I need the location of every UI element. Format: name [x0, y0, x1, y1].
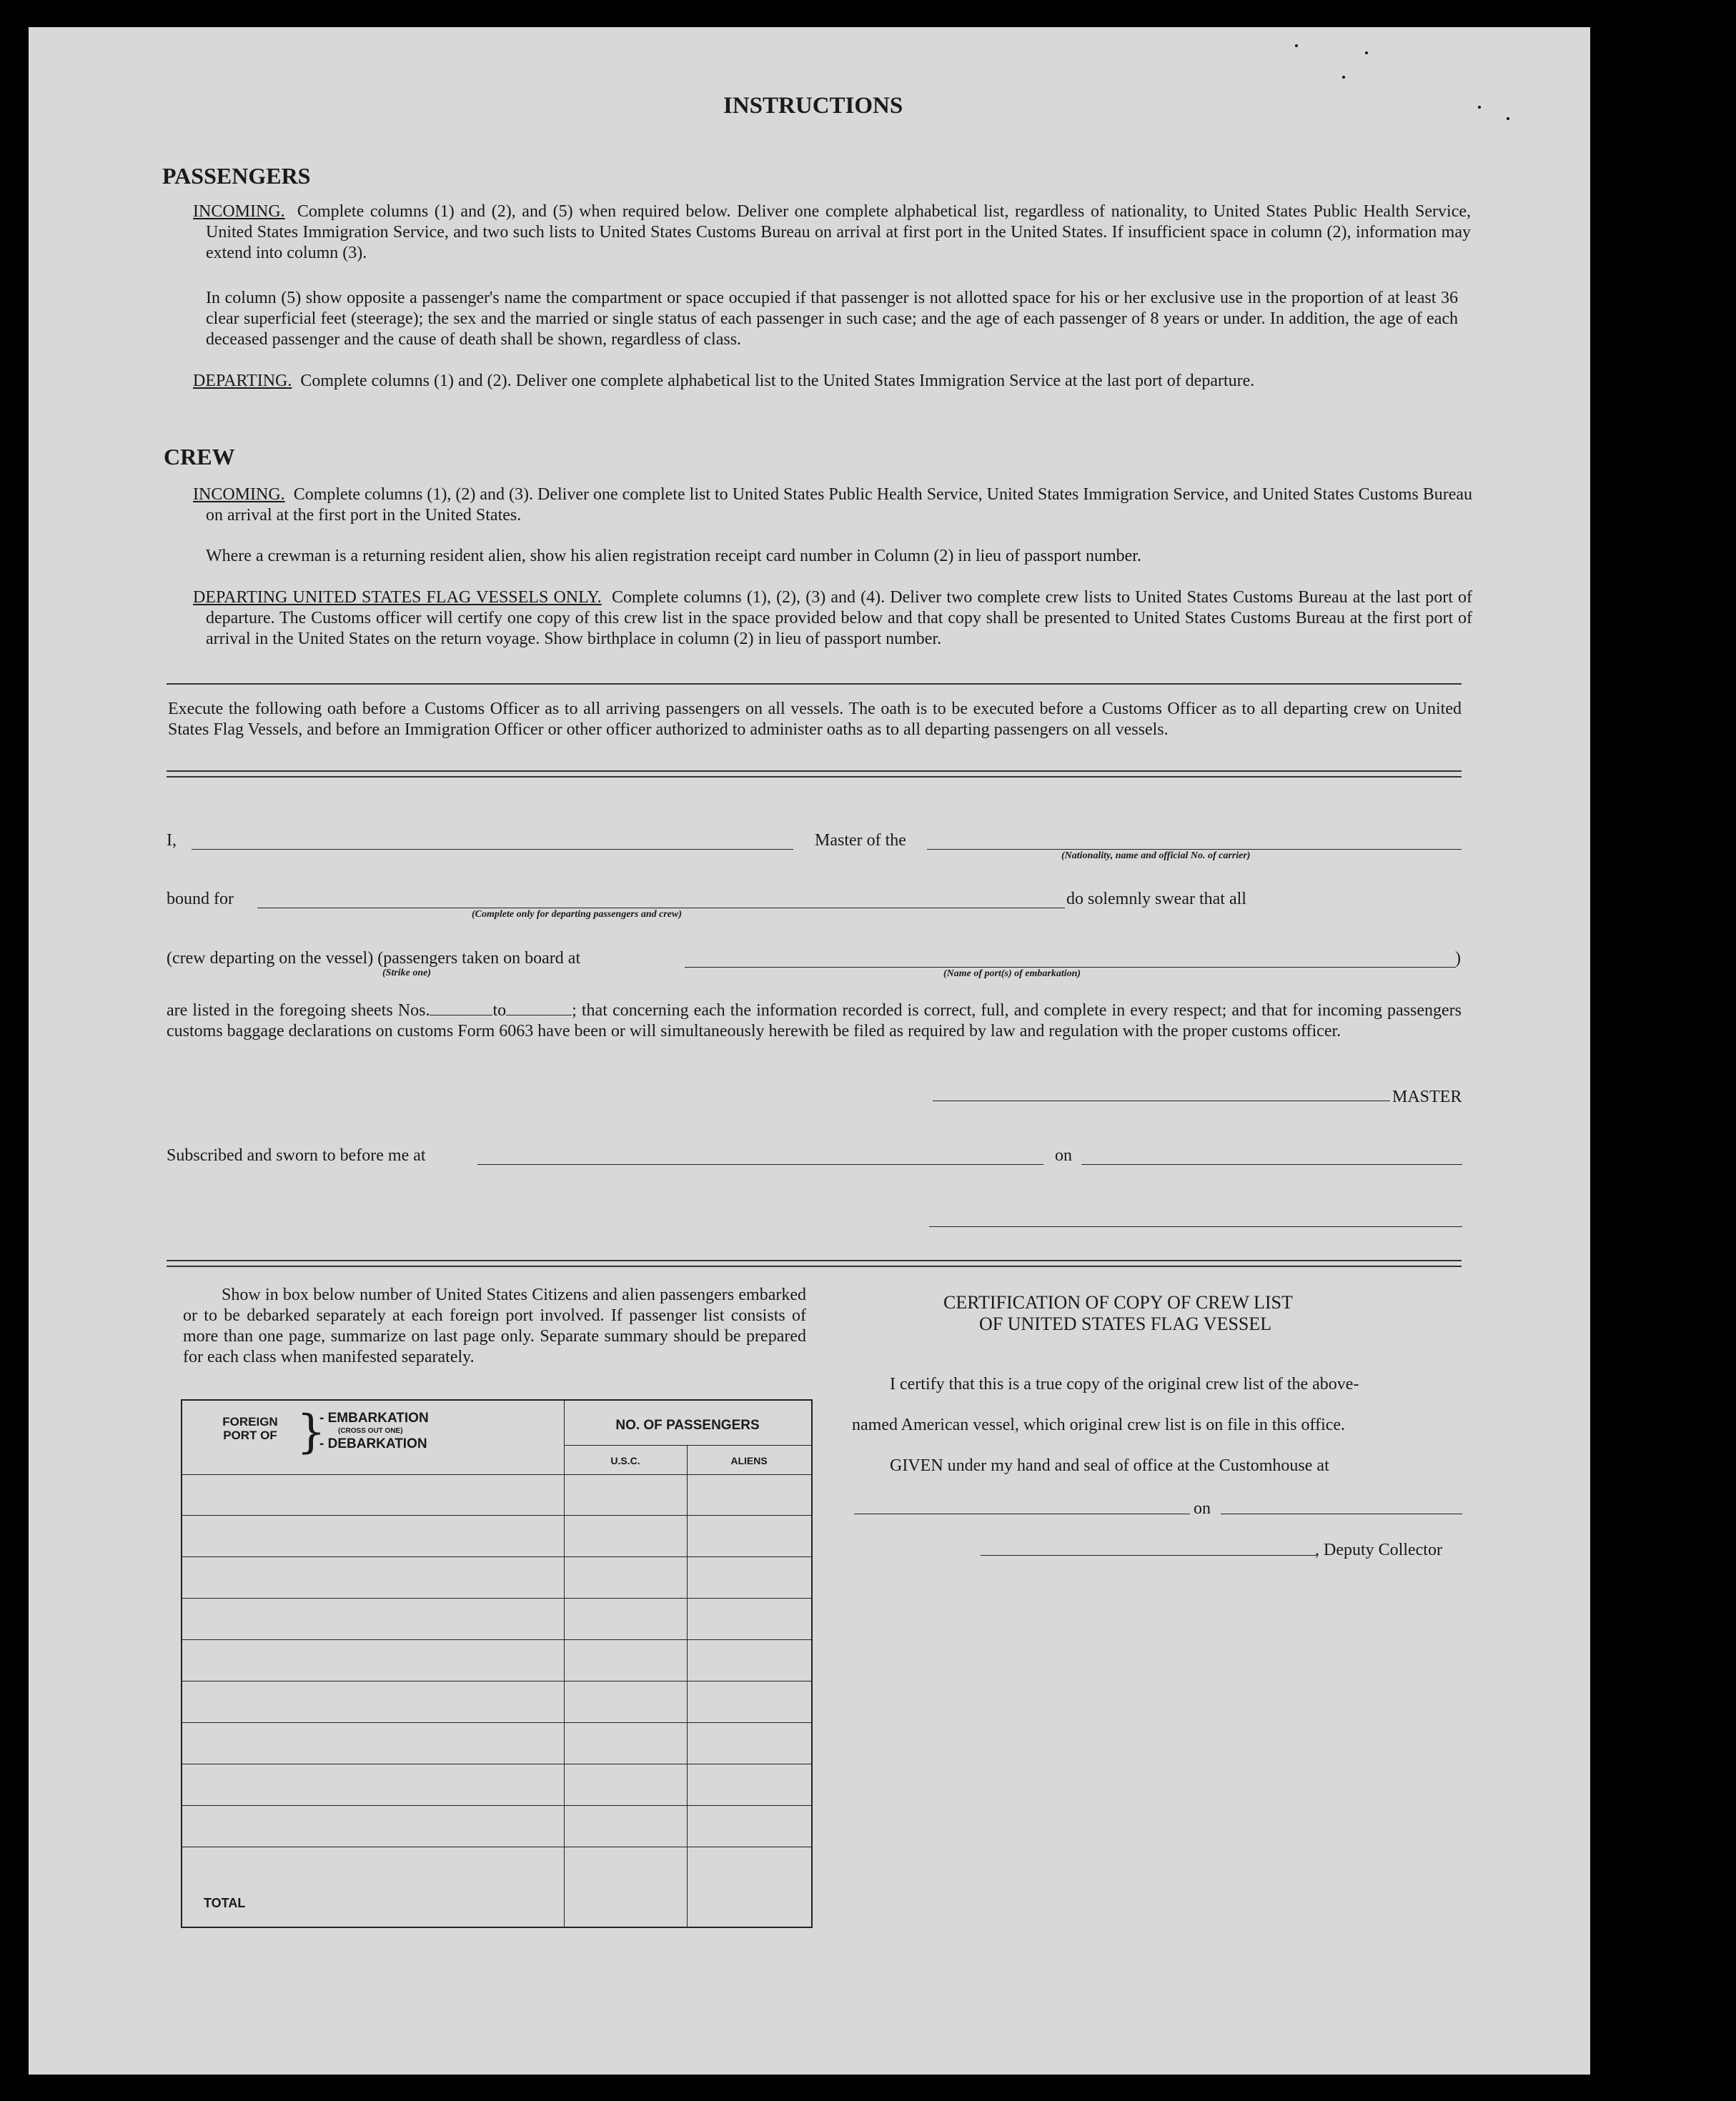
- summary-instructions: Show in box below number of United States Citizens and alien passengers embarked or to be debarked separately at each foreign port involved. If passenger list consists of more than one page, summarize on last page only. Separate summary should be prepared for each class when manifested separately.: [183, 1286, 806, 1366]
- passengers-departing-paragraph: [193, 371, 1471, 392]
- oath-i-label: I,: [167, 831, 177, 850]
- table-row: [182, 1515, 811, 1516]
- passengers-incoming-label: INCOMING.: [193, 202, 285, 221]
- master-of-label: Master of the: [815, 831, 906, 850]
- debarkation-header: - DEBARKATION: [319, 1436, 427, 1451]
- certify-line-1: I certify that this is a true copy of the original crew list of the above-: [890, 1375, 1359, 1394]
- table-row: [182, 1805, 811, 1806]
- table-row: [182, 1474, 811, 1475]
- passenger-summary-table: [181, 1399, 813, 1928]
- scan-speck: [1295, 44, 1298, 47]
- passengers-departing-label: DEPARTING.: [193, 372, 292, 390]
- brace-icon: }: [297, 1406, 326, 1459]
- crew-resident-paragraph: Where a crewman is a returning resident alien, show his alien registration receipt card number in Column (2) in lieu of passport number.: [206, 547, 1141, 565]
- table-row: [182, 1681, 811, 1682]
- scan-speck: [1478, 106, 1481, 109]
- listed-paragraph: [167, 1000, 1462, 1042]
- table-row: [182, 1556, 811, 1557]
- scan-speck: [1365, 51, 1368, 54]
- embarkation-header: - EMBARKATION: [319, 1411, 429, 1426]
- double-rule-bottom: [167, 776, 1462, 778]
- passengers-heading: PASSENGERS: [162, 163, 311, 189]
- cert-on-label: on: [1194, 1499, 1211, 1518]
- master-label: MASTER: [1392, 1088, 1462, 1106]
- crew-incoming-text: Complete columns (1), (2) and (3). Deliver one complete list to United States Public Health Service, United States Immigration Service, and United States Customs Bureau on arrival at the first port in the United States.: [206, 485, 1473, 525]
- complete-caption: (Complete only for departing passengers and crew): [472, 909, 682, 920]
- crew-incoming-paragraph: [193, 485, 1472, 526]
- usc-header: U.S.C.: [610, 1455, 640, 1466]
- subscribed-on-label: on: [1055, 1146, 1072, 1165]
- no-passengers-header: NO. OF PASSENGERS: [615, 1418, 760, 1433]
- passengers-column5-paragraph: In column (5) show opposite a passenger's name the compartment or space occupied if that passenger is not allotted space for his or her exclusive use in the proportion of at least 36 clear superficial feet (steerage); the sex and the married or single status of each passenger in such case; and the age of each passenger of 8 years or under. In addition, the age of each deceased passenger and the cause of death shall be shown, regardless of class.: [206, 289, 1458, 349]
- divider: [167, 683, 1462, 685]
- passengers-incoming-paragraph: [193, 202, 1471, 264]
- strike-caption: (Strike one): [382, 968, 432, 978]
- no-passengers-divider: [564, 1445, 811, 1446]
- close-paren: ): [1455, 949, 1461, 968]
- crew-departing-paragraph: [193, 587, 1472, 650]
- scan-speck: [1507, 117, 1509, 120]
- crew-heading: CREW: [164, 444, 235, 470]
- aliens-header: ALIENS: [730, 1455, 768, 1466]
- foreign-port-header: FOREIGN PORT OF: [222, 1415, 278, 1442]
- oath-intro: Execute the following oath before a Customs Officer as to all arriving passengers on all vessels. The oath is to be executed before a Customs Officer as to all departing crew on United States Flag Vessels, and before an Immigration Officer or other officer authorized to administer oaths as to all departing passengers on all vessels.: [168, 700, 1462, 739]
- sheet-from-field[interactable]: [430, 1002, 492, 1015]
- passengers-incoming-text: Complete columns (1) and (2), and (5) when required below. Deliver one complete alphabetical list, regardless of nationality, to United States Public Health Service, United States Immigration Service, and two such lists to United States Customs Bureau on arrival at first port in the United States. If insufficient space in column (2), information may extend into column (3).: [206, 202, 1472, 262]
- subscribed-label: Subscribed and sworn to before me at: [167, 1146, 426, 1165]
- passengers-departing-text: Complete columns (1) and (2). Deliver one complete alphabetical list to the United States Immigration Service at the last port of departure.: [300, 372, 1255, 390]
- instructions-title: INSTRUCTIONS: [723, 93, 903, 119]
- lower-double-rule-top: [167, 1260, 1462, 1261]
- carrier-caption: (Nationality, name and official No. of carrier): [1061, 850, 1251, 861]
- master-name-field[interactable]: [192, 849, 793, 850]
- certification-title-2: OF UNITED STATES FLAG VESSEL: [979, 1313, 1272, 1334]
- table-row: [182, 1598, 811, 1599]
- bound-for-label: bound for: [167, 890, 234, 908]
- sheet-to-field[interactable]: [506, 1002, 572, 1015]
- crew-departing-text: Complete columns (1), (2), (3) and (4). Deliver two complete crew lists to United States Customs Bureau at the last port of departure. The Customs officer will certify one copy of this crew list in the space provided below and that copy shall be presented to United States Customs Bureau at the first port of arrival in the United States on the return voyage. Show birthplace in column (2) in lieu of passport number.: [206, 588, 1473, 648]
- scan-speck: [1342, 76, 1345, 79]
- officer-signature-field[interactable]: [929, 1226, 1462, 1227]
- carrier-field[interactable]: [927, 849, 1462, 850]
- crew-incoming-label: INCOMING.: [193, 485, 285, 504]
- crew-departing-label: DEPARTING UNITED STATES FLAG VESSELS ONLY.: [193, 588, 602, 607]
- certify-line-2: named American vessel, which original crew list is on file in this office.: [852, 1416, 1346, 1434]
- swear-text: do solemnly swear that all: [1066, 890, 1246, 908]
- cross-out-note: (CROSS OUT ONE): [338, 1427, 403, 1435]
- table-row: [182, 1639, 811, 1640]
- crew-departing-strike: (crew departing on the vessel) (passengers taken on board at: [167, 949, 581, 968]
- lower-double-rule-bottom: [167, 1266, 1462, 1267]
- total-label: TOTAL: [204, 1896, 246, 1910]
- certification-title-1: CERTIFICATION OF COPY OF CREW LIST: [943, 1292, 1293, 1313]
- deputy-signature-field[interactable]: [981, 1555, 1316, 1556]
- subscribed-date-field[interactable]: [1081, 1164, 1462, 1165]
- form-page: [29, 27, 1590, 2075]
- col-divider-2: [687, 1445, 688, 1927]
- subscribed-place-field[interactable]: [477, 1164, 1043, 1165]
- ports-field[interactable]: [685, 967, 1456, 968]
- listed-text-a: are listed in the foregoing sheets Nos.: [167, 1001, 430, 1020]
- double-rule-top: [167, 770, 1462, 772]
- deputy-collector-label: , Deputy Collector: [1315, 1541, 1442, 1559]
- given-line: GIVEN under my hand and seal of office at the Customhouse at: [890, 1456, 1329, 1475]
- table-row: [182, 1722, 811, 1723]
- listed-text-b: ; that concerning each the information recorded is correct, full, and complete in every respect; and that for incoming passengers customs baggage declarations on customs Form 6063 have been or will simultaneously herewith be filed as required by law and regulation with the proper customs officer.: [167, 1001, 1462, 1040]
- listed-to: to: [492, 1001, 507, 1020]
- col-divider-1: [564, 1401, 565, 1927]
- ports-caption: (Name of port(s) of embarkation): [943, 968, 1081, 979]
